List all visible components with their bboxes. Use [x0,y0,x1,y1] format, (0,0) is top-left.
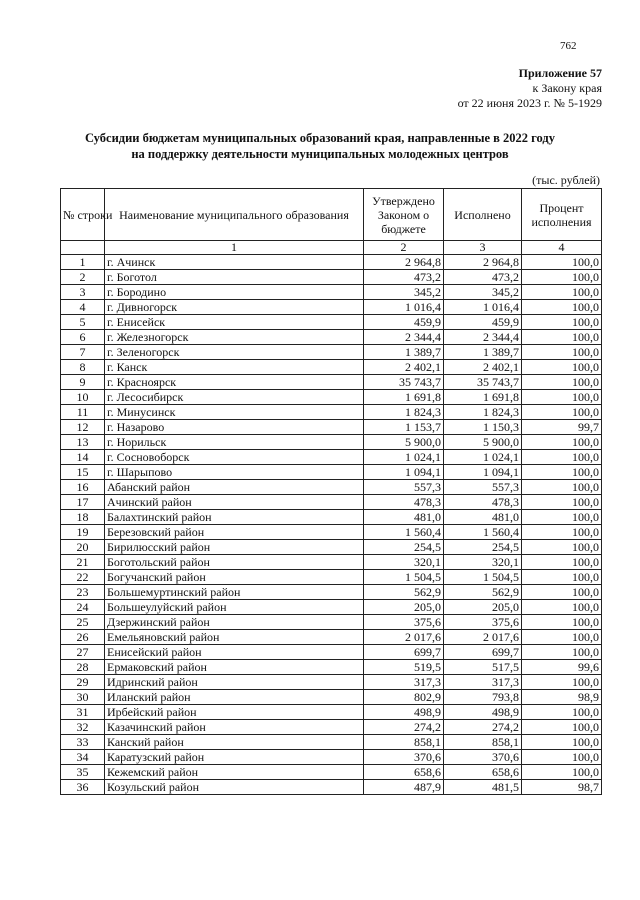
executed-amount-cell: 254,5 [444,540,522,555]
table-row [61,360,602,375]
execution-percent-cell: 100,0 [522,360,602,375]
execution-percent-cell: 100,0 [522,510,602,525]
execution-percent-cell: 100,0 [522,585,602,600]
approved-amount-cell: 2 344,4 [364,330,444,345]
header-row-number: № строки [61,189,105,241]
row-number-cell: 32 [61,720,105,735]
row-number-cell: 15 [61,465,105,480]
municipality-name-cell: Емельяновский район [105,630,364,645]
execution-percent-cell: 100,0 [522,495,602,510]
executed-amount-cell: 317,3 [444,675,522,690]
execution-percent-cell: 98,9 [522,690,602,705]
table-row [61,735,602,750]
table-row [61,570,602,585]
approved-amount-cell: 2 017,6 [364,630,444,645]
execution-percent-cell: 100,0 [522,720,602,735]
execution-percent-cell: 100,0 [522,570,602,585]
execution-percent-cell: 100,0 [522,315,602,330]
table-row [61,750,602,765]
column-number-blank [61,241,105,255]
approved-amount-cell: 519,5 [364,660,444,675]
approved-amount-cell: 498,9 [364,705,444,720]
executed-amount-cell: 2 402,1 [444,360,522,375]
executed-amount-cell: 478,3 [444,495,522,510]
table-row [61,705,602,720]
municipality-name-cell: Ермаковский район [105,660,364,675]
executed-amount-cell: 473,2 [444,270,522,285]
row-number-cell: 7 [61,345,105,360]
municipality-name-cell: г. Канск [105,360,364,375]
table-row [61,660,602,675]
executed-amount-cell: 1 150,3 [444,420,522,435]
municipality-name-cell: г. Сосновоборск [105,450,364,465]
approved-amount-cell: 481,0 [364,510,444,525]
municipality-name-cell: Березовский район [105,525,364,540]
table-row [61,285,602,300]
municipality-name-cell: Казачинский район [105,720,364,735]
document-title-line-2: на поддержку деятельности муниципальных молодежных центров [131,147,509,161]
units-label: (тыс. рублей) [532,173,600,187]
executed-amount-cell: 858,1 [444,735,522,750]
row-number-cell: 18 [61,510,105,525]
municipality-name-cell: г. Назарово [105,420,364,435]
executed-amount-cell: 1 389,7 [444,345,522,360]
appendix-law-line: к Закону края [532,81,602,95]
row-number-cell: 29 [61,675,105,690]
appendix-date-line: от 22 июня 2023 г. № 5-1929 [457,96,602,110]
execution-percent-cell: 100,0 [522,630,602,645]
execution-percent-cell: 100,0 [522,480,602,495]
row-number-cell: 16 [61,480,105,495]
municipality-name-cell: Идринский район [105,675,364,690]
executed-amount-cell: 205,0 [444,600,522,615]
executed-amount-cell: 2 344,4 [444,330,522,345]
approved-amount-cell: 320,1 [364,555,444,570]
municipality-name-cell: г. Минусинск [105,405,364,420]
executed-amount-cell: 459,9 [444,315,522,330]
municipality-name-cell: Большемуртинский район [105,585,364,600]
table-row [61,630,602,645]
executed-amount-cell: 562,9 [444,585,522,600]
table-row [61,420,602,435]
executed-amount-cell: 1 824,3 [444,405,522,420]
row-number-cell: 31 [61,705,105,720]
table-body [61,255,602,795]
table-row [61,720,602,735]
row-number-cell: 30 [61,690,105,705]
row-number-cell: 17 [61,495,105,510]
document-title-line-1: Субсидии бюджетам муниципальных образований края, направленные в 2022 году [84,131,556,145]
row-number-cell: 20 [61,540,105,555]
approved-amount-cell: 375,6 [364,615,444,630]
row-number-cell: 4 [61,300,105,315]
approved-amount-cell: 2 402,1 [364,360,444,375]
execution-percent-cell: 100,0 [522,300,602,315]
row-number-cell: 28 [61,660,105,675]
row-number-cell: 11 [61,405,105,420]
row-number-cell: 3 [61,285,105,300]
municipality-name-cell: г. Бородино [105,285,364,300]
executed-amount-cell: 498,9 [444,705,522,720]
row-number-cell: 27 [61,645,105,660]
approved-amount-cell: 370,6 [364,750,444,765]
municipality-name-cell: Ачинский район [105,495,364,510]
execution-percent-cell: 100,0 [522,735,602,750]
executed-amount-cell: 517,5 [444,660,522,675]
approved-amount-cell: 487,9 [364,780,444,795]
approved-amount-cell: 557,3 [364,480,444,495]
municipality-name-cell: Канский район [105,735,364,750]
executed-amount-cell: 274,2 [444,720,522,735]
table-row [61,645,602,660]
table-row [61,315,602,330]
municipality-name-cell: г. Норильск [105,435,364,450]
executed-amount-cell: 481,0 [444,510,522,525]
execution-percent-cell: 99,7 [522,420,602,435]
approved-amount-cell: 345,2 [364,285,444,300]
executed-amount-cell: 320,1 [444,555,522,570]
row-number-cell: 34 [61,750,105,765]
table-row [61,375,602,390]
table-row [61,405,602,420]
approved-amount-cell: 317,3 [364,675,444,690]
municipality-name-cell: г. Енисейск [105,315,364,330]
table-row [61,525,602,540]
municipality-name-cell: Абанский район [105,480,364,495]
row-number-cell: 26 [61,630,105,645]
appendix-title: Приложение 57 [518,66,602,80]
table-row [61,765,602,780]
approved-amount-cell: 459,9 [364,315,444,330]
header-row [61,189,602,241]
table-row [61,450,602,465]
table-row [61,600,602,615]
table-row [61,555,602,570]
execution-percent-cell: 99,6 [522,660,602,675]
approved-amount-cell: 1 504,5 [364,570,444,585]
approved-amount-cell: 274,2 [364,720,444,735]
approved-amount-cell: 1 691,8 [364,390,444,405]
approved-amount-cell: 478,3 [364,495,444,510]
approved-amount-cell: 858,1 [364,735,444,750]
approved-amount-cell: 1 024,1 [364,450,444,465]
row-number-cell: 35 [61,765,105,780]
executed-amount-cell: 1 691,8 [444,390,522,405]
municipality-name-cell: Каратузский район [105,750,364,765]
approved-amount-cell: 1 389,7 [364,345,444,360]
municipality-name-cell: г. Красноярск [105,375,364,390]
row-number-cell: 22 [61,570,105,585]
row-number-cell: 25 [61,615,105,630]
table-row [61,255,602,270]
approved-amount-cell: 699,7 [364,645,444,660]
execution-percent-cell: 100,0 [522,765,602,780]
execution-percent-cell: 100,0 [522,615,602,630]
execution-percent-cell: 100,0 [522,435,602,450]
column-number-2: 2 [364,241,444,255]
row-number-cell: 5 [61,315,105,330]
executed-amount-cell: 370,6 [444,750,522,765]
execution-percent-cell: 100,0 [522,345,602,360]
approved-amount-cell: 802,9 [364,690,444,705]
header-percent: Процент исполнения [522,189,602,241]
executed-amount-cell: 375,6 [444,615,522,630]
municipality-name-cell: г. Ачинск [105,255,364,270]
municipality-name-cell: Иланский район [105,690,364,705]
executed-amount-cell: 699,7 [444,645,522,660]
approved-amount-cell: 562,9 [364,585,444,600]
approved-amount-cell: 1 153,7 [364,420,444,435]
header-municipality-name: Наименование муниципального образования [105,189,364,241]
table-row [61,690,602,705]
document-title [40,130,600,162]
row-number-cell: 2 [61,270,105,285]
subsidies-table [60,188,602,795]
row-number-cell: 21 [61,555,105,570]
execution-percent-cell: 100,0 [522,255,602,270]
municipality-name-cell: г. Лесосибирск [105,390,364,405]
page-number: 762 [560,40,577,52]
executed-amount-cell: 2 017,6 [444,630,522,645]
table-row [61,585,602,600]
municipality-name-cell: Бирилюсский район [105,540,364,555]
municipality-name-cell: Боготольский район [105,555,364,570]
table-row [61,435,602,450]
row-number-cell: 9 [61,375,105,390]
column-numbers-row [61,241,602,255]
executed-amount-cell: 1 094,1 [444,465,522,480]
execution-percent-cell: 100,0 [522,390,602,405]
row-number-cell: 13 [61,435,105,450]
municipality-name-cell: Дзержинский район [105,615,364,630]
execution-percent-cell: 100,0 [522,405,602,420]
table-row [61,495,602,510]
approved-amount-cell: 1 560,4 [364,525,444,540]
execution-percent-cell: 100,0 [522,375,602,390]
execution-percent-cell: 100,0 [522,270,602,285]
municipality-name-cell: Ирбейский район [105,705,364,720]
municipality-name-cell: г. Дивногорск [105,300,364,315]
table-row [61,330,602,345]
approved-amount-cell: 658,6 [364,765,444,780]
executed-amount-cell: 658,6 [444,765,522,780]
executed-amount-cell: 481,5 [444,780,522,795]
executed-amount-cell: 5 900,0 [444,435,522,450]
execution-percent-cell: 100,0 [522,750,602,765]
executed-amount-cell: 35 743,7 [444,375,522,390]
table-row [61,390,602,405]
appendix-block [458,66,602,111]
execution-percent-cell: 100,0 [522,540,602,555]
table-row [61,300,602,315]
approved-amount-cell: 473,2 [364,270,444,285]
approved-amount-cell: 5 900,0 [364,435,444,450]
execution-percent-cell: 100,0 [522,705,602,720]
executed-amount-cell: 1 504,5 [444,570,522,585]
approved-amount-cell: 205,0 [364,600,444,615]
municipality-name-cell: Богучанский район [105,570,364,585]
municipality-name-cell: г. Шарыпово [105,465,364,480]
table-row [61,510,602,525]
approved-amount-cell: 1 824,3 [364,405,444,420]
executed-amount-cell: 2 964,8 [444,255,522,270]
table-row [61,675,602,690]
table-row [61,615,602,630]
executed-amount-cell: 345,2 [444,285,522,300]
municipality-name-cell: г. Боготол [105,270,364,285]
approved-amount-cell: 35 743,7 [364,375,444,390]
municipality-name-cell: г. Железногорск [105,330,364,345]
approved-amount-cell: 1 016,4 [364,300,444,315]
executed-amount-cell: 1 560,4 [444,525,522,540]
row-number-cell: 19 [61,525,105,540]
row-number-cell: 36 [61,780,105,795]
execution-percent-cell: 100,0 [522,285,602,300]
table-row [61,345,602,360]
approved-amount-cell: 1 094,1 [364,465,444,480]
municipality-name-cell: Енисейский район [105,645,364,660]
municipality-name-cell: Большеулуйский район [105,600,364,615]
executed-amount-cell: 793,8 [444,690,522,705]
column-number-3: 3 [444,241,522,255]
execution-percent-cell: 100,0 [522,525,602,540]
row-number-cell: 6 [61,330,105,345]
municipality-name-cell: Балахтинский район [105,510,364,525]
table-row [61,540,602,555]
executed-amount-cell: 1 016,4 [444,300,522,315]
municipality-name-cell: г. Зеленогорск [105,345,364,360]
header-approved: Утверждено Законом о бюджете [364,189,444,241]
municipality-name-cell: Кежемский район [105,765,364,780]
municipality-name-cell: Козульский район [105,780,364,795]
approved-amount-cell: 2 964,8 [364,255,444,270]
row-number-cell: 10 [61,390,105,405]
row-number-cell: 23 [61,585,105,600]
execution-percent-cell: 100,0 [522,450,602,465]
execution-percent-cell: 100,0 [522,600,602,615]
table-row [61,780,602,795]
row-number-cell: 12 [61,420,105,435]
table-row [61,480,602,495]
executed-amount-cell: 557,3 [444,480,522,495]
approved-amount-cell: 254,5 [364,540,444,555]
execution-percent-cell: 100,0 [522,330,602,345]
row-number-cell: 33 [61,735,105,750]
executed-amount-cell: 1 024,1 [444,450,522,465]
column-number-1: 1 [105,241,364,255]
row-number-cell: 8 [61,360,105,375]
row-number-cell: 1 [61,255,105,270]
table-header [61,189,602,255]
table-row [61,270,602,285]
row-number-cell: 14 [61,450,105,465]
execution-percent-cell: 98,7 [522,780,602,795]
execution-percent-cell: 100,0 [522,645,602,660]
column-number-4: 4 [522,241,602,255]
table-row [61,465,602,480]
execution-percent-cell: 100,0 [522,555,602,570]
execution-percent-cell: 100,0 [522,465,602,480]
execution-percent-cell: 100,0 [522,675,602,690]
header-executed: Исполнено [444,189,522,241]
row-number-cell: 24 [61,600,105,615]
